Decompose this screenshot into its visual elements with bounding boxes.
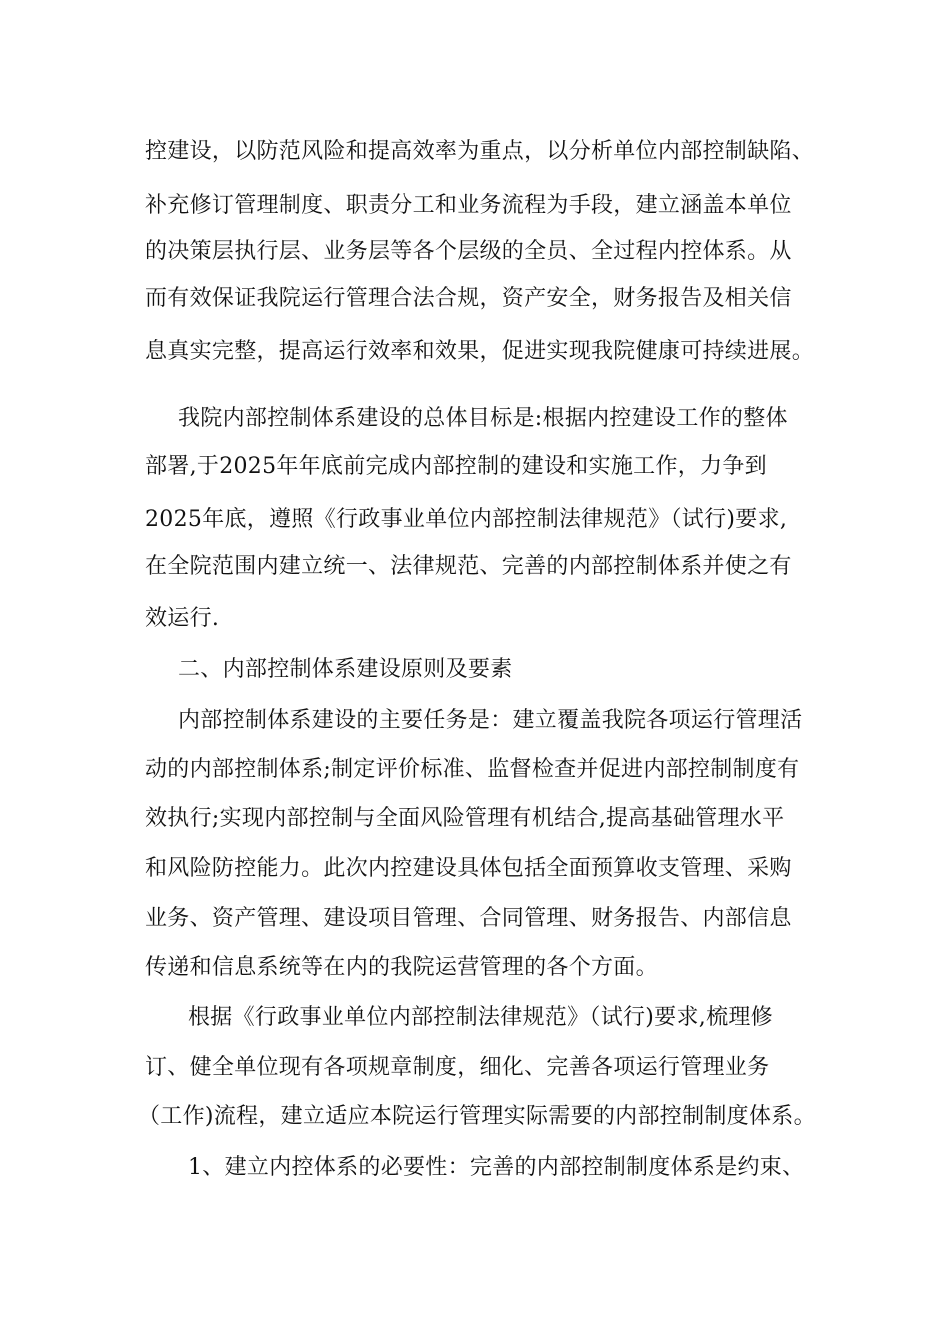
paragraph-first-line: 根据《行政事业单位内部控制法律规范》（试行)要求,梳理修 bbox=[188, 1005, 773, 1030]
paragraph-first-line: 内部控制体系建设的主要任务是：建立覆盖我院各项运行管理活 bbox=[178, 708, 803, 733]
text-line: 部署,于2025年年底前完成内部控制的建设和实施工作，力争到 bbox=[145, 454, 767, 479]
text-line: 动的内部控制体系;制定评价标准、监督检查并促进内部控制制度有 bbox=[145, 757, 800, 782]
text-line: 传递和信息系统等在内的我院运营管理的各个方面。 bbox=[145, 955, 658, 980]
text-line: 2025年底，遵照《行政事业单位内部控制法律规范》（试行)要求, bbox=[145, 507, 788, 532]
section-heading: 二、内部控制体系建设原则及要素 bbox=[178, 657, 513, 682]
text-line: 的决策层执行层、业务层等各个层级的全员、全过程内控体系。从 bbox=[145, 239, 792, 264]
text-line: 订、健全单位现有各项规章制度，细化、完善各项运行管理业务 bbox=[145, 1055, 770, 1080]
numbered-item: 1、建立内控体系的必要性：完善的内部控制制度体系是约束、 bbox=[188, 1155, 805, 1180]
text-line: （工作)流程，建立适应本院运行管理实际需要的内部控制制度体系。 bbox=[138, 1104, 816, 1129]
text-line: 补充修订管理制度、职责分工和业务流程为手段，建立涵盖本单位 bbox=[145, 193, 792, 218]
text-line: 效运行. bbox=[145, 606, 220, 631]
paragraph-first-line: 我院内部控制体系建设的总体目标是:根据内控建设工作的整体 bbox=[178, 406, 788, 431]
text-line: 和风险防控能力。此次内控建设具体包括全面预算收支管理、采购 bbox=[145, 856, 792, 881]
text-line: 在全院范围内建立统一、法律规范、完善的内部控制体系并使之有 bbox=[145, 554, 792, 579]
text-line: 业务、资产管理、建设项目管理、合同管理、财务报告、内部信息 bbox=[145, 906, 792, 931]
text-line: 息真实完整，提高运行效率和效果，促进实现我院健康可持续进展。 bbox=[145, 339, 815, 364]
text-line: 控建设，以防范风险和提高效率为重点，以分析单位内部控制缺陷、 bbox=[145, 139, 815, 164]
text-line: 效执行;实现内部控制与全面风险管理有机结合,提高基础管理水平 bbox=[145, 806, 785, 831]
text-line: 而有效保证我院运行管理合法合规，资产安全，财务报告及相关信 bbox=[145, 286, 792, 311]
